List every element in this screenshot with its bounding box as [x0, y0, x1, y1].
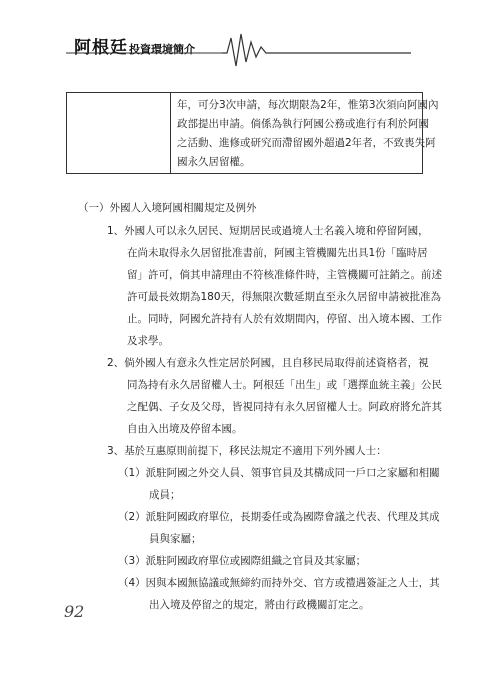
table-left-cell [67, 93, 171, 173]
item1-line: 在尚未取得永久居留批准書前，阿國主管機關先出具1份「臨時居 [127, 247, 428, 259]
header-title-sub: 投資環境簡介 [129, 43, 195, 56]
item1-line: 止。同時，阿國允許持有人於有效期間內，停留、出入境本國、工作 [127, 313, 442, 325]
table-line: 年，可分3次申請，每次期限為2年，惟第3次須向阿國內 [177, 99, 439, 111]
header-wave-decoration [0, 0, 480, 70]
header-title-main: 阿根廷 [74, 38, 128, 58]
item3-sub-line: 出入境及停留之的規定，將由行政機關訂定之。 [149, 599, 370, 611]
page-number: 92 [64, 602, 85, 621]
section-heading: （一）外國人入境阿國相關規定及例外 [78, 202, 257, 214]
item2-line: 同為持有永久居留權人士。阿根廷「出生」或「選擇血統主義」公民 [127, 379, 442, 391]
table [66, 92, 439, 174]
item1-line: 留」許可，倘其申請理由不符核准條件時，主管機關可註銷之。前述 [127, 269, 442, 281]
running-header [0, 0, 480, 70]
table-line: 之活動、進修或研究而滯留國外超過2年者，不致喪失阿 [177, 137, 436, 149]
item3-intro: 3、基於互惠原則前提下，移民法規定不適用下列外國人士： [107, 445, 387, 457]
item3-sub-line: （1）派駐阿國之外交人員、領事官員及其構成同一戶口之家屬和相關 [118, 467, 440, 479]
item1-line: 許可最長效期為180天，得無限次數延期直至永久居留申請被批准為 [127, 291, 442, 303]
item3-sub-line: （3）派駐阿國政府單位或國際組織之官員及其家屬； [118, 555, 367, 567]
table-right-cell [177, 96, 439, 172]
item3-sub-line: 成員； [149, 489, 181, 501]
item1-line: 及求學。 [127, 335, 169, 347]
item3-sub-line: （2）派駐阿國政府單位，長期委任或為國際會議之代表、代理及其成 [118, 511, 440, 523]
item3-sub-line: （4）因與本國無協議或無締約而持外交、官方或禮遇簽証之人士，其 [118, 577, 440, 589]
table-line: 國永久居留權。 [177, 156, 251, 168]
item2-line: 2、倘外國人有意永久性定居於阿國，且自移民局取得前述資格者，視 [107, 357, 429, 369]
item3-sub-line: 員與家屬； [149, 533, 202, 545]
item1-line: 1、外國人可以永久居民、短期居民或過境人士名義入境和停留阿國， [107, 225, 429, 237]
table-line: 政部提出申請。倘係為執行阿國公務或進行有利於阿國 [177, 118, 429, 130]
item2-line: 之配偶、子女及父母，皆視同持有永久居留權人士。阿政府將允許其 [127, 401, 442, 413]
item2-line: 自由入出境及停留本國。 [127, 423, 243, 435]
